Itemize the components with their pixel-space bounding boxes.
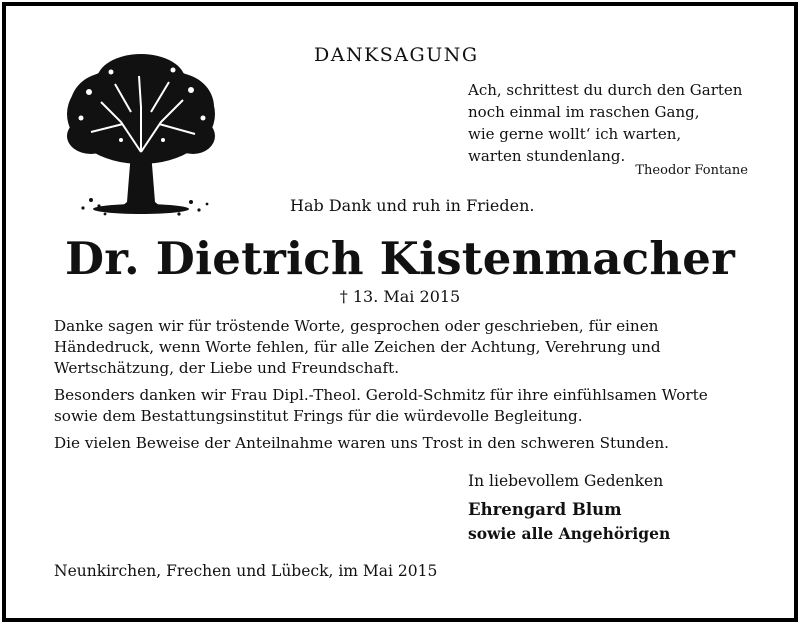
signer-relatives: sowie alle Angehörigen bbox=[468, 524, 671, 543]
poem-line: Ach, schrittest du durch den Garten bbox=[468, 81, 743, 99]
tree-icon bbox=[61, 52, 221, 222]
signer-name: Ehrengard Blum bbox=[468, 500, 622, 519]
thanks-paragraph: Besonders danken wir Frau Dipl.-Theol. Gerold-Schmitz für ihre einfühlsamen Worte sowie dem Bestattungsinstitut Frings für die würdevolle Begleitung. bbox=[54, 386, 708, 425]
thanks-paragraph: Danke sagen wir für tröstende Worte, gesprochen oder geschrieben, für einen Händedruck, wenn Worte fehlen, für alle Zeichen der Achtung, Verehrung und Wertschätzung, der Liebe und Freundschaft. bbox=[54, 317, 661, 377]
deceased-name: Dr. Dietrich Kistenmacher bbox=[65, 232, 735, 285]
closing-line: In liebevollem Gedenken bbox=[468, 472, 664, 490]
farewell-line: Hab Dank und ruh in Frieden. bbox=[290, 196, 535, 215]
poem-line: wie gerne wollt‘ ich warten, bbox=[468, 125, 682, 143]
poem-line: warten stundenlang. bbox=[468, 147, 626, 165]
poem bbox=[468, 79, 742, 167]
page-title: DANKSAGUNG bbox=[314, 44, 479, 66]
poem-author: Theodor Fontane bbox=[635, 163, 748, 178]
death-date: † 13. Mai 2015 bbox=[339, 287, 461, 306]
thanks-paragraph: Die vielen Beweise der Anteilnahme waren uns Trost in den schweren Stunden. bbox=[54, 434, 669, 452]
poem-line: noch einmal im raschen Gang, bbox=[468, 103, 700, 121]
place-date: Neunkirchen, Frechen und Lübeck, im Mai 2015 bbox=[54, 562, 438, 580]
